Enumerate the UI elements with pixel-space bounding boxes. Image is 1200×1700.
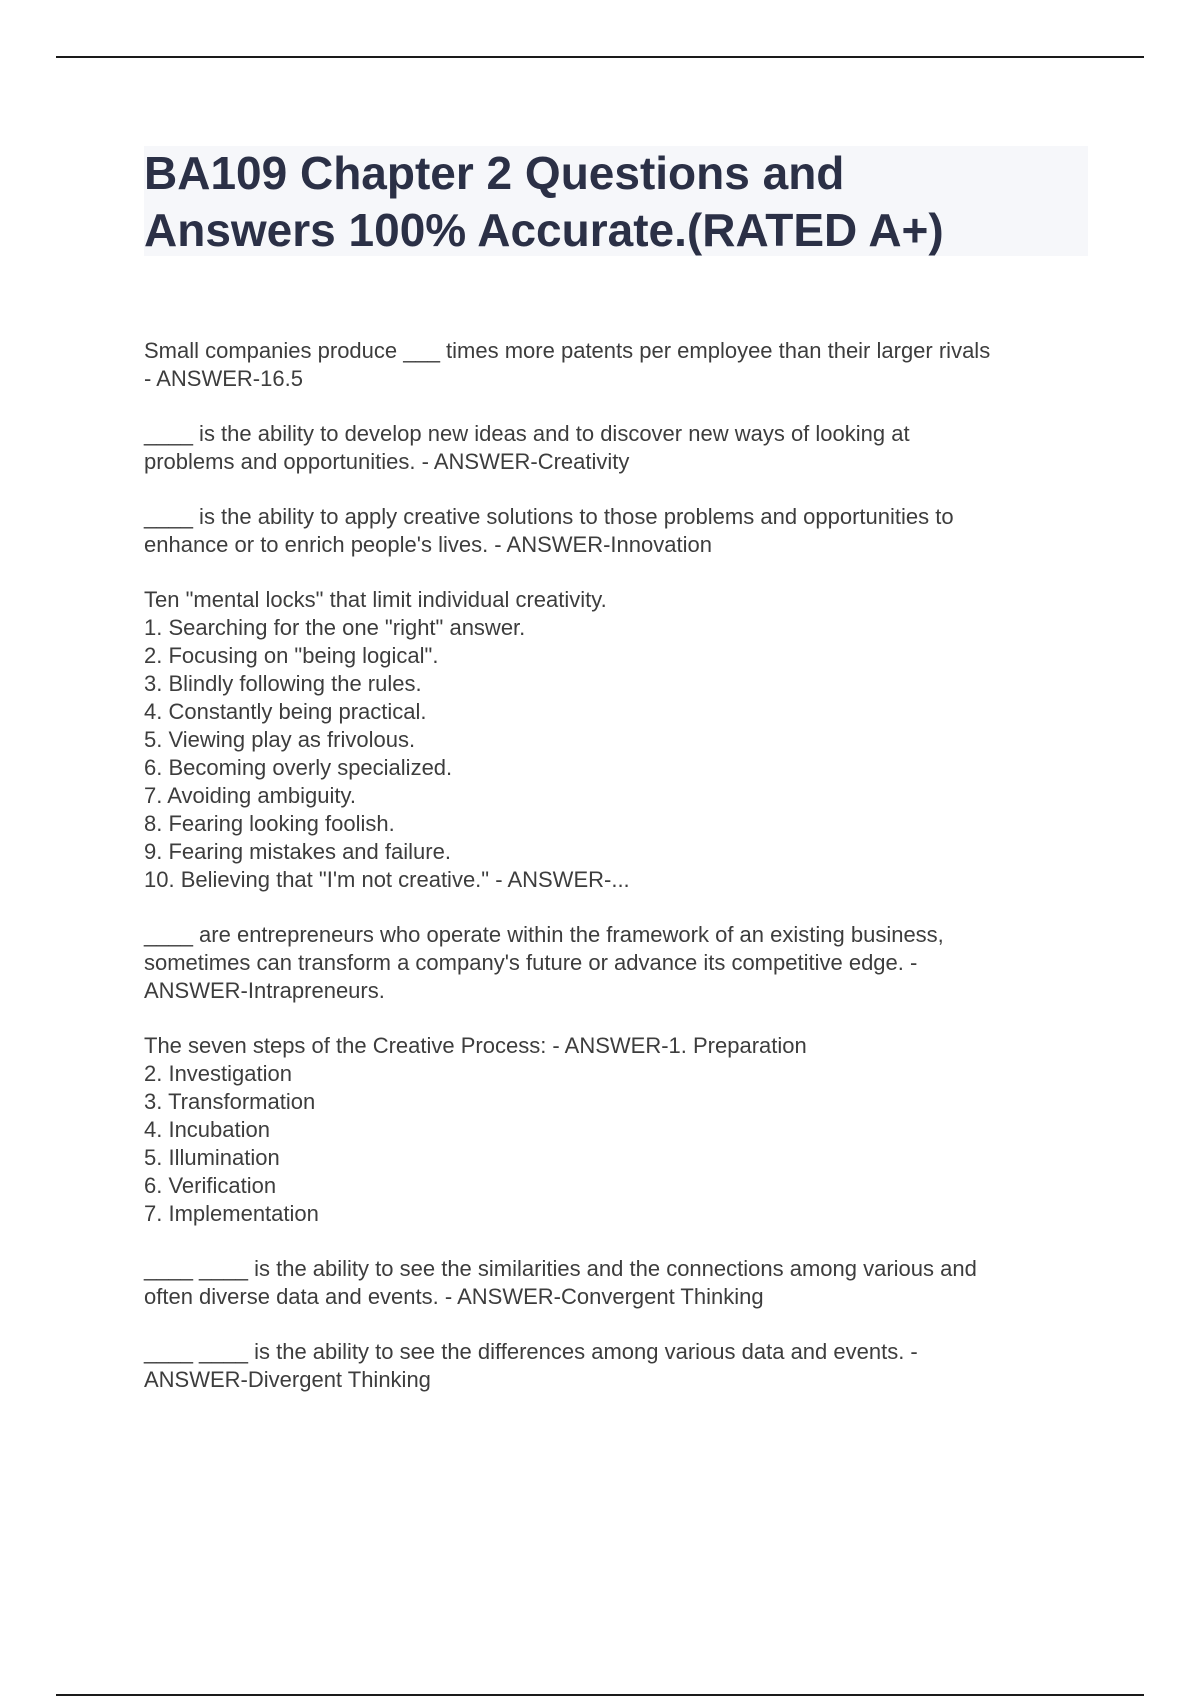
qa-entry-5: ____ are entrepreneurs who operate within the framework of an existing business, sometimes can transform a company's future or advance its competitive edge. - ANSWER-Intrapreneurs. <box>144 922 944 1003</box>
qa-entry-7: ____ ____ is the ability to see the similarities and the connections among various and often diverse data and events. - ANSWER-Convergent Thinking <box>144 1256 977 1309</box>
qa-entry-2: ____ is the ability to develop new ideas and to discover new ways of looking at problems and opportunities. - ANSWER-Creativity <box>144 421 910 474</box>
qa-entry-6: The seven steps of the Creative Process: - ANSWER-1. Preparation 2. Investigation 3. Transformation 4. Incubation 5. Illumination 6. Verification 7. Implementation <box>144 1033 807 1226</box>
qa-entry-8: ____ ____ is the ability to see the differences among various data and events. - ANSWER-Divergent Thinking <box>144 1339 918 1392</box>
qa-entry-1: Small companies produce ___ times more patents per employee than their larger rivals - ANSWER-16.5 <box>144 338 991 391</box>
title-block <box>144 146 1088 256</box>
bottom-rule <box>56 1694 1144 1696</box>
qa-entry-4: Ten "mental locks" that limit individual creativity. 1. Searching for the one "right" answer. 2. Focusing on "being logical". 3. Blindly following the rules. 4. Constantly being practical. 5. Viewing play as frivolous. 6. Becoming overly specialized. 7. Avoiding ambiguity. 8. Fearing looking foolish. 9. Fearing mistakes and failure. 10. Believing that "I'm not creative." - ANSWER-... <box>144 587 630 892</box>
document-title: BA109 Chapter 2 Questions and Answers 100% Accurate.(RATED A+) <box>144 147 944 256</box>
qa-list <box>144 337 1094 1421</box>
top-rule <box>56 56 1144 58</box>
qa-entry-3: ____ is the ability to apply creative solutions to those problems and opportunities to enhance or to enrich people's lives. - ANSWER-Innovation <box>144 504 954 557</box>
